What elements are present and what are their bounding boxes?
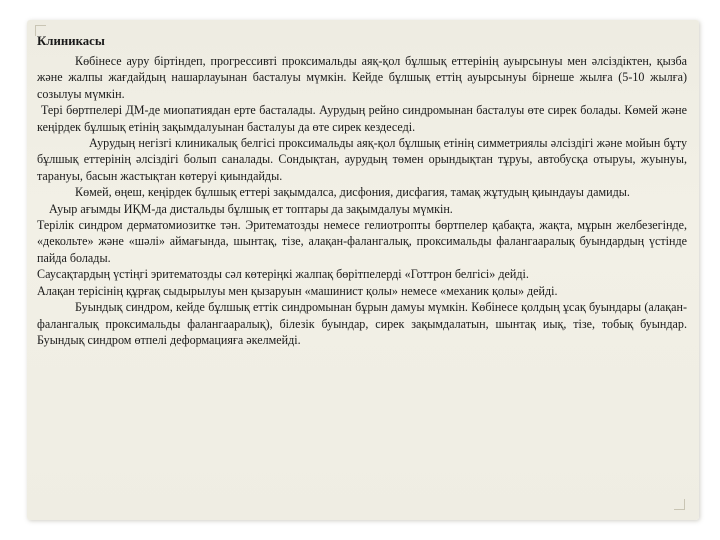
paragraph-skin-onset: Тері бөртпелері ДМ-де миопатиядан ерте басталады. Аурудың рейно синдромынан басталуы өте сирек болады. Көмей және кеңірдек бұлшық етінің зақымдалуынан басталуы да өте сирек кездеседі.	[37, 103, 687, 134]
paragraph-skin-syndrome: Терілік синдром дерматомиозитке тән. Эритематозды немесе гелиотропты бөртпелер қабақта, жақта, мұрын желбезегінде, «декольте» және «шәлі» аймағында, шынтақ, тізе, алақан-фалангалық, проксимальды фалангааралық буындардың үстінде пайда болады.	[37, 218, 687, 265]
slide-content	[37, 33, 687, 348]
paragraph-main-sign: Аурудың негізгі клиникалық белгісі проксимальды аяқ-қол бұлшық етінің симметриялы әлсіздігі және мойын бұту бұлшық еттерінің әлсіздігі болып саналады. Сондықтан, аурудың төмен орындықтан тұруы, автобусқа отыруы, жуынуы, тарануы, басын жастықтан көтеруі қиындайды.	[37, 136, 687, 183]
corner-decoration-bottom	[674, 499, 685, 510]
paragraph-larynx: Көмей, өңеш, кеңірдек бұлшық еттері зақымдалса, дисфония, дисфагия, тамақ жұтудың қиындауы дамиды.	[75, 185, 630, 200]
paragraph-mechanic-hands: Алақан терісінің құрғақ сыдырылуы мен қызаруын «машинист қолы» немесе «механик қолы» дейді.	[37, 283, 558, 298]
paragraph-joint-syndrome: Буындық синдром, кейде бұлшық еттік синдромынан бұрын дамуы мүмкін. Көбінесе қолдың ұсақ буындары (алақан-фалангалық проксимальды фалангааралық), білезік буындар, сирек зақымдалатын, шынтақ иық, тізе, тобық буындар. Буындық синдром өтпелі деформацияға әкелмейді.	[37, 300, 687, 347]
slide-title: Клиникасы	[37, 34, 105, 48]
paragraph-distal: Ауыр ағымды ИҚМ-да дистальды бұлшық ет топтары да зақымдалуы мүмкін.	[49, 201, 453, 216]
paragraph-gottron: Саусақтардың үстіңгі эритематозды сәл көтеріңкі жалпақ бөрітпелерді «Готтрон белгісі» дейді.	[37, 267, 529, 282]
paragraph-onset: Көбінесе ауру біртіндеп, прогрессивті проксимальды аяқ-қол бұлшық еттерінің ауырсынуы мен әлсіздіктен, қызба және жалпы жағдайдың нашарлауынан басталуы мүмкін. Кейде бұлшық еттің ауырсынуы бірнеше жылға (5-10 жылға) созылуы мүмкін.	[37, 54, 687, 101]
